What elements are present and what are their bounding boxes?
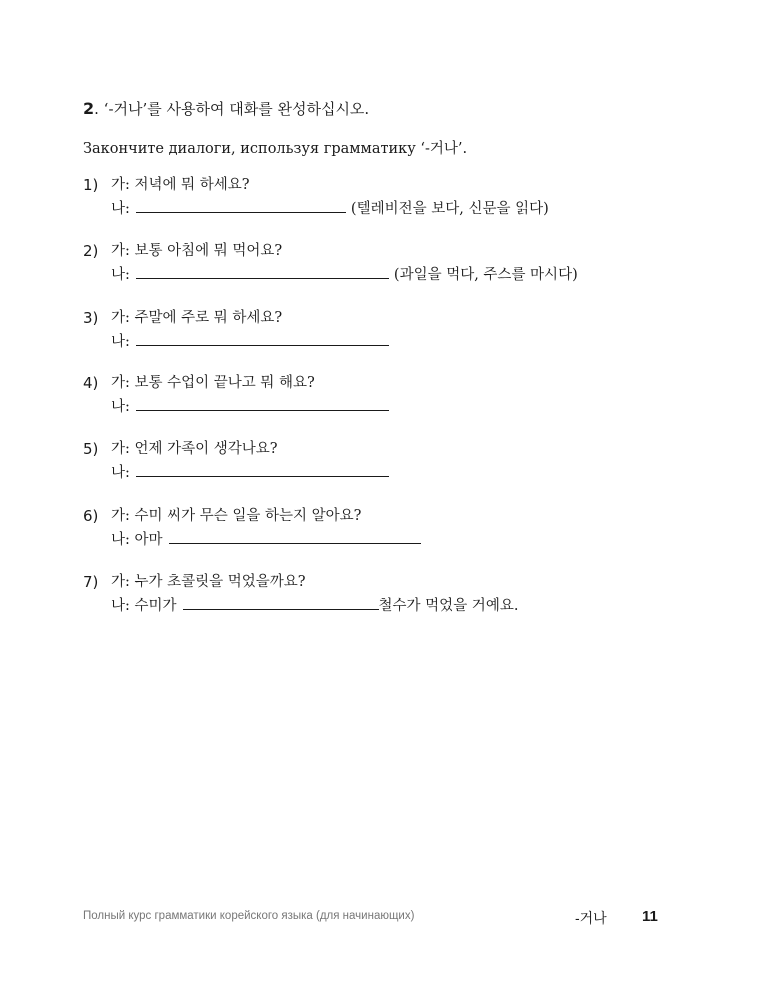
footer-grammar-topic: -거나 [575,910,607,926]
question-text: 언제 가족이 생각나요? [134,441,278,457]
question-text: 누가 초콜릿을 먹었을까요? [134,574,306,590]
answer-blank[interactable] [136,462,389,477]
speaker-ga: 가: [111,310,130,326]
item-number: 5) [83,440,99,458]
answer-blank[interactable] [183,595,379,610]
item-number: 4) [83,374,99,392]
speaker-ga: 가: [111,574,130,590]
answer-lead-text: 수미가 [134,598,177,614]
speaker-ga: 가: [111,441,130,457]
item-number: 3) [83,309,99,327]
speaker-na: 나: [111,201,130,217]
speaker-ga: 가: [111,375,130,391]
answer-blank[interactable] [136,331,389,346]
answer-tail-text: 철수가 먹었을 거예요. [378,598,519,614]
item-number: 2) [83,242,99,260]
answer-hint: (텔레비전을 보다, 신문을 읽다) [350,201,549,217]
speaker-na: 나: [111,532,130,548]
page-number: 11 [642,908,658,925]
answer-blank[interactable] [136,264,389,279]
speaker-na: 나: [111,334,130,350]
speaker-na: 나: [111,267,130,283]
speaker-ga: 가: [111,508,130,524]
task-instruction-korean: . ‘-거나’를 사용하여 대화를 완성하십시오. [94,100,370,118]
question-text: 주말에 주로 뭐 하세요? [134,310,283,326]
speaker-na: 나: [111,598,130,614]
task-instruction-russian: Закончите диалоги, используя грамматику ‘-거나’. [83,141,468,157]
footer-book-title: Полный курс грамматики корейского языка (для начинающих) [83,910,415,922]
task-number: 2 [83,99,95,118]
answer-blank[interactable] [136,396,389,411]
item-number: 6) [83,507,99,525]
question-text: 수미 씨가 무슨 일을 하는지 알아요? [134,508,362,524]
speaker-ga: 가: [111,177,130,193]
answer-hint: (과일을 먹다, 주스를 마시다) [393,267,578,283]
item-number: 7) [83,573,99,591]
speaker-na: 나: [111,399,130,415]
speaker-ga: 가: [111,243,130,259]
question-text: 보통 아침에 뭐 먹어요? [134,243,283,259]
task-title-korean [83,98,369,119]
answer-lead-text: 아마 [134,532,163,548]
answer-blank[interactable] [136,198,346,213]
question-text: 보통 수업이 끝나고 뭐 해요? [134,375,315,391]
item-number: 1) [83,176,99,194]
speaker-na: 나: [111,465,130,481]
question-text: 저녁에 뭐 하세요? [134,177,250,193]
answer-blank[interactable] [169,529,421,544]
